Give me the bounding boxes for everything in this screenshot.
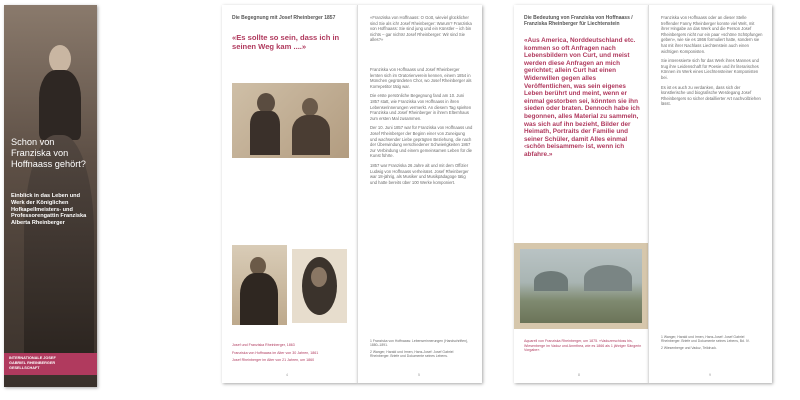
spread2-quote: «Aus America, Norddeutschland etc. kommen so oft Anfragen nach Lebensbildern von Curt, und meist werden diese Anfragen an mich gerichtet; allein Curt hat einen Widerwillen gegen alles Veröffentlichen, was sein eigenes Leben berührt und meint, wenn er einmal gestorben sei, könnten sie ihn sieden oder braten. Dennoch habe ich begonnen, alles Material zu sammeln, was sich auf ihn bezieht, Bilder der Heimath, Portraits der Familie und seiner Schüler, damit Alles einmal ‹schön beisammen› ist, wenn ich abfahre.» (524, 37, 640, 158)
paragraph: Der 10. Juni 1857 war für Franziska von Hoffnaass und Josef Rheinberger der Beginn einer von Zuneigung und wachsender Liebe geprägten Beziehung, die nach der Überwindung verschiedener Schwierigkeiten 1867 zur Verbindung und einem gemeinsamen Leben für die Kunst führte. (370, 125, 473, 159)
watercolor-caption: Aquarell von Franziska Rheinberger, um 1875. «Vaduzerschloss bis, Wiesenberge im Vaduz und Anmthea, wie es 1866 als 1 jähriger Sängerin Vorgabe». (524, 339, 642, 353)
paragraph: Franziska von Hoffnaass oder an dieser Stelle treffender Fanny Rheinberger konnte viel Welt, mit ihrer Hingabe an das Werk und die Person Josef Rheinbergers nicht nur ein paar «schöne Schöpfungen geben», wie sie es 1866 formuliert hatte, sondern sie hat mit ihrer Nachlass Liechtenstein auch einen wichtigen Komponisten. (661, 15, 763, 54)
cover-portrait (34, 25, 84, 355)
caption-josef: Josef Rheinberger im Alter von 21 Jahren, um 1860 (232, 358, 315, 363)
footnote: 2 Wanger, Harald und Irmen, Hans-Josef: Josef Gabriel Rheinberger. Briefe und Dokumente seines Lebens. (370, 349, 454, 358)
page-number: 9 (709, 373, 711, 377)
spread2-body (661, 15, 763, 107)
spread1-body (370, 67, 473, 185)
paragraph: Es ist es auch zu verdanken, dass sich der künstlerische und biografische Werdegang Josef Rheinbergers so sicher detaillierter Art nachvollziehen lässt. (661, 84, 761, 107)
cover-publisher-badge (4, 353, 97, 375)
footnote: 2 Wiesenberge und Vaduz, Teildruck. (661, 345, 717, 350)
cover-subtitle: Einblick in das Leben und Werk der Königlichen Hofkapellmeisters- und Professorengattin Franziska Alberta Rheinberger (11, 193, 87, 227)
paragraph: Die erste persönliche Begegnung fand am 10. Juni 1857 statt, wie Franziska von Hoffnaass in ihren Lebenserinnerungen vermerkt. An diesem Tag spielten Franziska und Josef Rheinberger in ihrem Elternhaus zum ersten Mal zusammen. (370, 93, 472, 121)
franziska-portrait-photo (232, 245, 287, 325)
paragraph: Sie interessierte sich für das Werk ihres Mannes und trug ihre Leidenschaft für Poesie und ihr literarisches Können im Werk eines Liechtensteiner Komponisten bei. (661, 58, 759, 80)
caption-franziska: Franziska von Hoffnaass im Alter von 30 Jahren, 1861 (232, 350, 319, 355)
caption-couple: Josef und Franziska Rheinberger, 1863 (232, 343, 295, 347)
spread1-intro: «Franziska von Hoffnaass: O Gott, wieviel glücklicher sind Sie als ich! Josef Rheinberger: Warum? Franziska von Hoffnaass: Sie sind jung und ein Künstler – ich bin nichts – gar nichts! Josef Rheinberger: Wir sind Sie alles?» (370, 15, 472, 43)
footnote: 1 Franziska von Hoffnaass: Lebenserinnerungen (Handschriften), 1880–1891. (370, 339, 469, 348)
spread2-right-page (648, 5, 772, 383)
page-number: 5 (418, 373, 420, 377)
spread1-right-page (357, 5, 482, 383)
spread2-header: Die Bedeutung von Franziska von Hoffnaass / Franziska Rheinberger für Liechtenstein (524, 15, 633, 27)
page-number: 8 (578, 373, 580, 377)
cover-panel (4, 5, 97, 387)
cover-title: Schon von Franziska von Hoffnaass gehört? (11, 137, 86, 169)
spread2-left-page (514, 5, 648, 383)
footnote: 1 Wanger, Harald und Irmen, Hans-Josef: Josef Gabriel Rheinberger. Briefe und Dokumente seines Lebens, Bd. IV. (661, 335, 750, 344)
spread1-header: Die Begegnung mit Josef Rheinberger 1857 (232, 15, 336, 21)
vaduz-watercolor (514, 243, 648, 329)
spread1-quote: «Es sollte so sein, dass ich in seinen Weg kam ....» (232, 33, 340, 51)
couple-photo (232, 83, 349, 158)
page-number: 4 (286, 373, 288, 377)
paragraph: Franziska von Hoffnaass und Josef Rheinberger lernten sich im Oratorienverein kennen, einem 1854 in München gegründeten Chor, wo Josef Rheinberger als Korrepetitor tätig war. (370, 67, 472, 89)
spread2-footnotes (661, 335, 763, 350)
spread1-footnotes (370, 339, 473, 358)
cover-publisher: INTERNATIONALE JOSEF GABRIEL RHEINBERGER GESELLSCHAFT (9, 356, 56, 370)
paragraph: 1857 war Franziska 26 Jahre alt und mit dem Offizier Ludwig von Hoffnaass verheiratet. Josef Rheinberger war 18-jährig, als Musiker und Musikpädagoge tätig und hatte bereits über 100 Werke komponiert. (370, 162, 469, 185)
spread1-captions (232, 343, 350, 363)
josef-portrait-photo (292, 249, 347, 323)
spread1-left-page (222, 5, 357, 383)
